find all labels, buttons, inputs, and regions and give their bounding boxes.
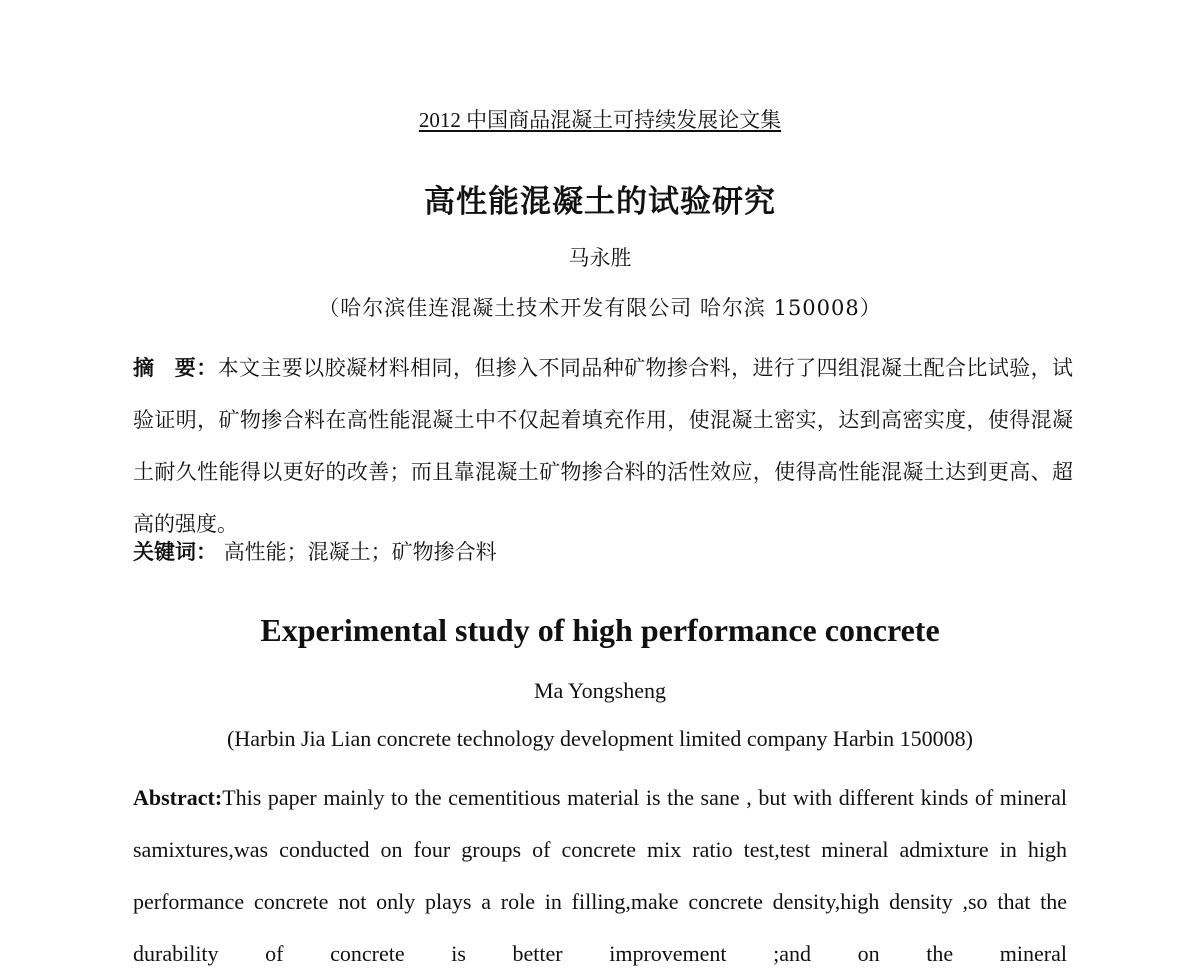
english-title: Experimental study of high performance concrete — [260, 612, 940, 648]
chinese-abstract-label: 摘 要： — [133, 355, 218, 380]
english-affiliation: (Harbin Jia Lian concrete technology development limited company Harbin 150008) — [227, 726, 973, 751]
chinese-keywords — [133, 536, 497, 566]
english-author: Ma Yongsheng — [533, 678, 667, 703]
chinese-abstract-text: 本文主要以胶凝材料相同，但掺入不同品种矿物掺合料，进行了四组混凝土配合比试验，试验证明，矿物掺合料在高性能混凝土中不仅起着填充作用，使混凝土密实，达到高密实度，使得混凝土耐久性能得以更好的改善；而且靠混凝土矿物掺合料的活性效应，使得高性能混凝土达到更高、超高的强度。 — [133, 356, 1074, 536]
chinese-keywords-text: 高性能；混凝土；矿物掺合料 — [223, 540, 497, 564]
chinese-keywords-label: 关键词： — [133, 539, 217, 564]
english-abstract — [133, 772, 1067, 980]
chinese-title: 高性能混凝土的试验研究 — [424, 184, 776, 220]
english-abstract-label: Abstract: — [133, 785, 223, 810]
collection-title: 2012 中国商品混凝土可持续发展论文集 — [418, 108, 782, 132]
english-abstract-text: This paper mainly to the cementitious material is the sane , but with different kinds of mineral samixtures,was conducted on four groups of concrete mix ratio test,test mineral admixture in high performance concrete not only plays a role in filling,make concrete density,high density ,so that the durability of concrete is better improvement ;and on the mineral — [133, 785, 1067, 966]
chinese-abstract — [133, 342, 1073, 550]
chinese-author: 马永胜 — [568, 246, 632, 270]
chinese-affiliation: （哈尔滨佳连混凝土技术开发有限公司 哈尔滨 150008） — [318, 296, 882, 320]
